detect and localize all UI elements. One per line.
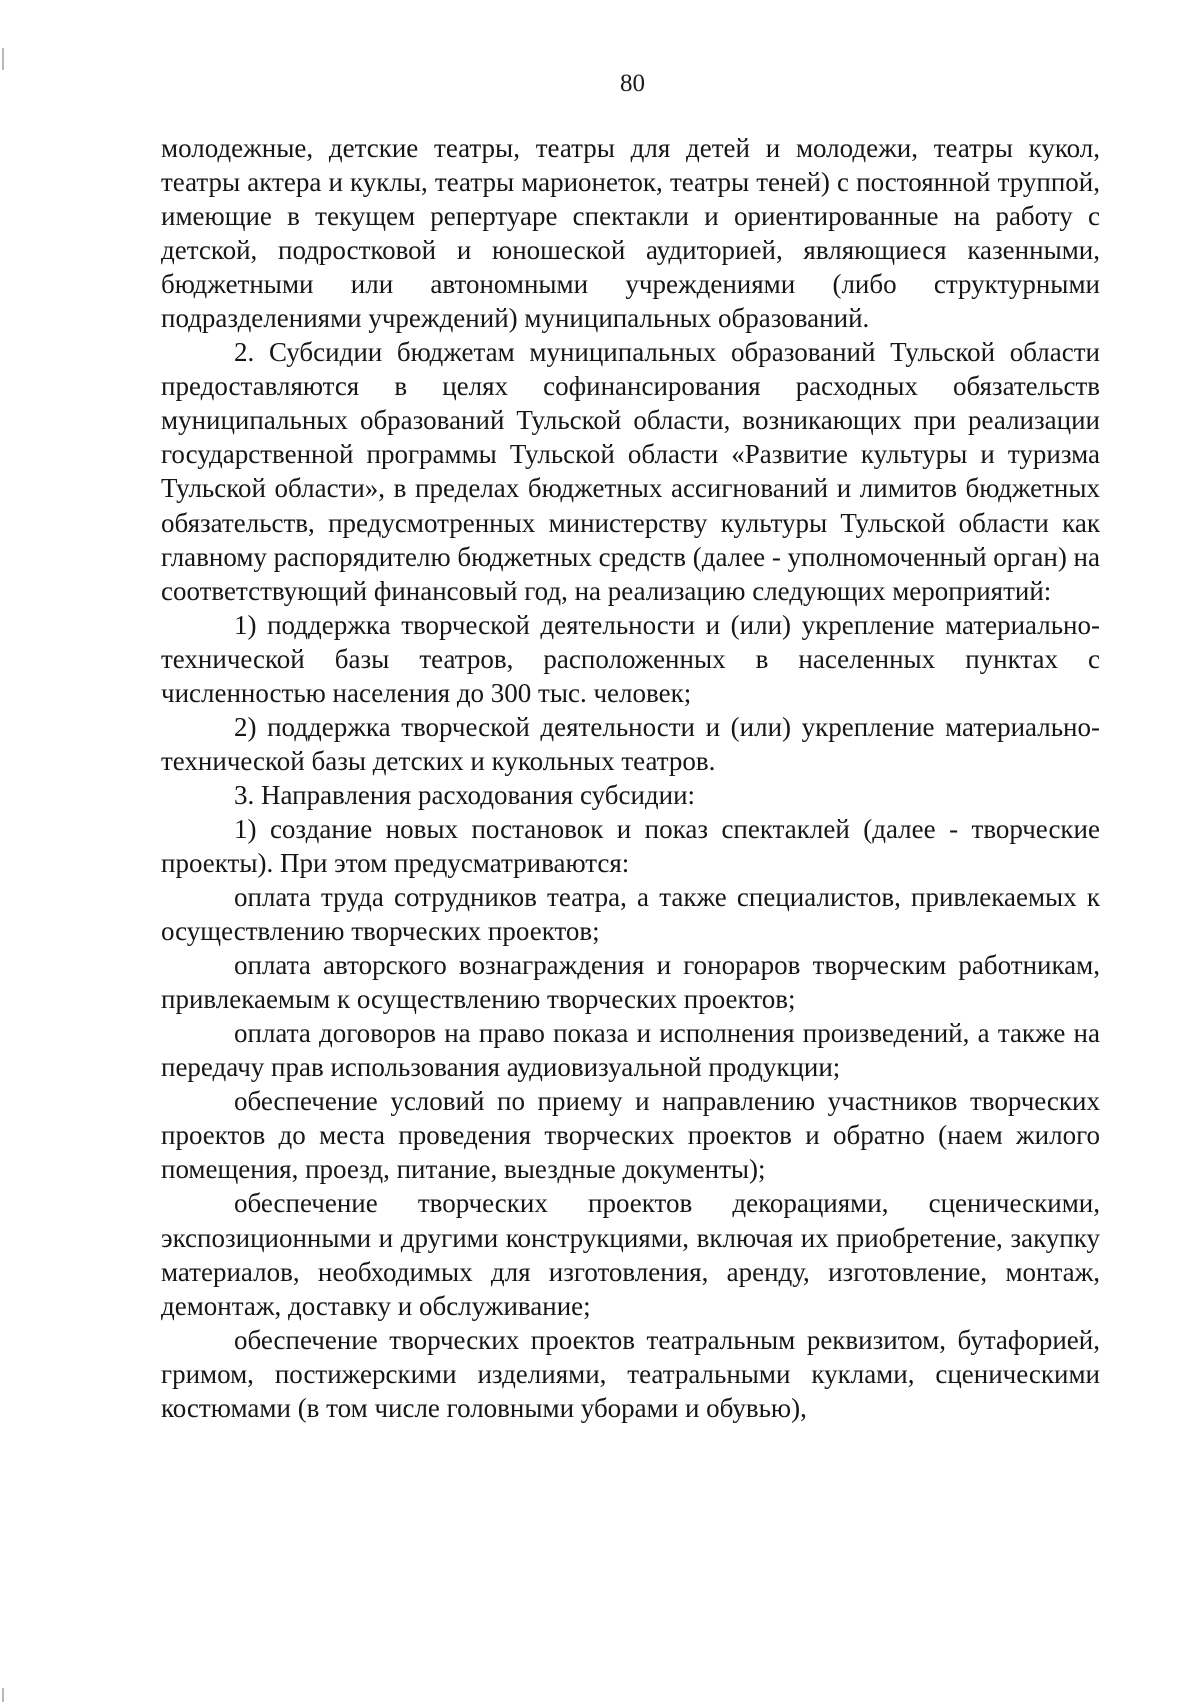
- paragraph-subitem-2: 2) поддержка творческой деятельности и (или) укрепление материально-технической базы детских и кукольных театров.: [161, 711, 1100, 776]
- paragraph-expense-travel: обеспечение условий по приему и направлению участников творческих проектов до места проведения творческих проектов и обратно (наем жилого помещения, проезд, питание, выездные документы);: [161, 1086, 1100, 1185]
- paragraph-expense-contracts: оплата договоров на право показа и исполнения произведений, а также на передачу прав использования аудиовизуальной продукции;: [161, 1018, 1100, 1083]
- paragraph-expense-labor: оплата труда сотрудников театра, а также специалистов, привлекаемых к осуществлению творческих проектов;: [161, 882, 1100, 947]
- paragraph-item-3-subitem-1: 1) создание новых постановок и показ спектаклей (далее - творческие проекты). При этом предусматриваются:: [161, 813, 1100, 878]
- paragraph-expense-decorations: обеспечение творческих проектов декорациями, сценическими, экспозиционными и другими конструкциями, включая их приобретение, закупку материалов, необходимых для изготовления, аренду, изготовление, монтаж, демонтаж, доставку и обслуживание;: [161, 1188, 1100, 1321]
- paragraph-item-2: 2. Субсидии бюджетам муниципальных образований Тульской области предоставляются в целях софинансирования расходных обязательств муниципальных образований Тульской области, возникающих при реализации государственной программы Тульской области «Развитие культуры и туризма Тульской области», в пределах бюджетных ассигнований и лимитов бюджетных обязательств, предусмотренных министерству культуры Тульской области как главному распорядителю бюджетных средств (далее - уполномоченный орган) на соответствующий финансовый год, на реализацию следующих мероприятий:: [161, 337, 1100, 606]
- page-number: 80: [620, 70, 645, 97]
- paragraph-continuation: молодежные, детские театры, театры для детей и молодежи, театры кукол, театры актера и куклы, театры марионеток, театры теней) с постоянной труппой, имеющие в текущем репертуаре спектакли и ориентированные на работу с детской, подростковой и юношеской аудиторией, являющиеся казенными, бюджетными или автономными учреждениями (либо структурными подразделениями учреждений) муниципальных образований.: [161, 133, 1100, 334]
- scan-edge-mark: [2, 48, 4, 70]
- paragraph-subitem-1: 1) поддержка творческой деятельности и (или) укрепление материально-технической базы театров, расположенных в населенных пунктах с численностью населения до 300 тыс. человек;: [161, 609, 1100, 708]
- paragraph-expense-props: обеспечение творческих проектов театральным реквизитом, бутафорией, гримом, постижерскими изделиями, театральными куклами, сценическими костюмами (в том числе головными уборами и обувью),: [161, 1324, 1100, 1423]
- paragraph-expense-royalties: оплата авторского вознаграждения и гонораров творческим работникам, привлекаемым к осуществлению творческих проектов;: [161, 950, 1100, 1015]
- document-body: [161, 131, 1100, 1425]
- scan-edge-mark: [2, 1688, 4, 1702]
- paragraph-item-3: 3. Направления расходования субсидии:: [234, 779, 696, 810]
